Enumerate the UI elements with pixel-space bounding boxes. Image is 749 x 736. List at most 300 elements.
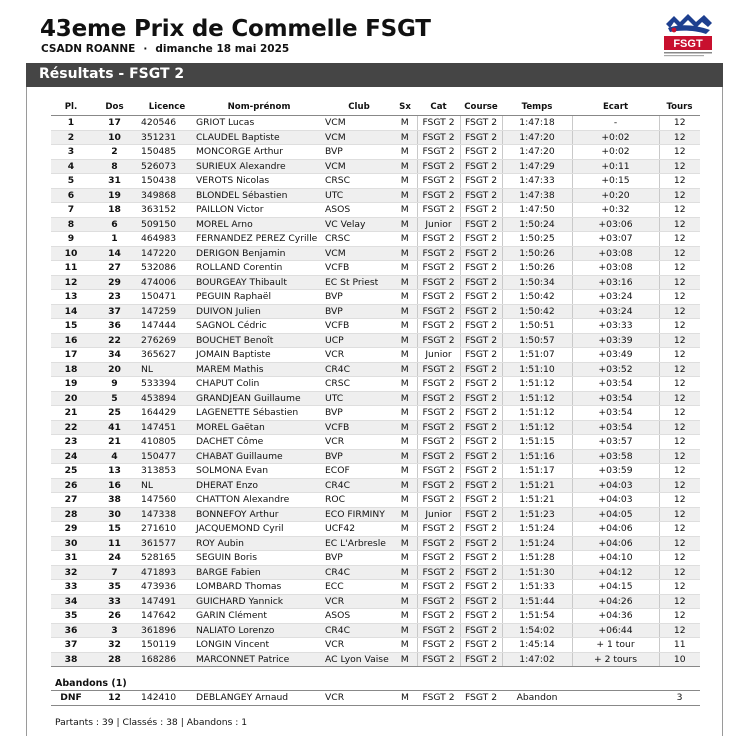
cell-laps: 12 <box>659 130 700 145</box>
cell-race: FSGT 2 <box>460 478 502 493</box>
cell-club: UCP <box>322 333 393 348</box>
table-row <box>51 609 700 624</box>
cell-license: 474006 <box>138 275 193 290</box>
cell-gap: +03:54 <box>572 377 659 392</box>
cell-time: 1:47:20 <box>502 145 572 160</box>
cell-sex: M <box>393 623 417 638</box>
table-row <box>51 551 700 566</box>
cell-sex: M <box>393 449 417 464</box>
cell-club: BVP <box>322 449 393 464</box>
cell-club: AC Lyon Vaise <box>322 652 393 667</box>
cell-place: 1 <box>51 116 91 131</box>
cell-club: UTC <box>322 188 393 203</box>
table-row <box>51 435 700 450</box>
cell-category: FSGT 2 <box>417 319 460 334</box>
cell-bib: 36 <box>91 319 138 334</box>
cell-gap: +04:03 <box>572 478 659 493</box>
cell-time: 1:47:18 <box>502 116 572 131</box>
cell-bib: 5 <box>91 391 138 406</box>
cell-time: 1:51:07 <box>502 348 572 363</box>
cell-gap: +0:11 <box>572 159 659 174</box>
cell-category: FSGT 2 <box>417 188 460 203</box>
cell-club: CR4C <box>322 478 393 493</box>
cell-sex: M <box>393 536 417 551</box>
cell-laps: 12 <box>659 522 700 537</box>
cell-sex: M <box>401 692 409 703</box>
cell-license: 147451 <box>138 420 193 435</box>
cell-name: DEBLANGEY Arnaud <box>196 692 289 703</box>
cell-time: 1:50:51 <box>502 319 572 334</box>
cell-bib: 24 <box>91 551 138 566</box>
cell-name: GUICHARD Yannick <box>193 594 322 609</box>
cell-club: VCFB <box>322 420 393 435</box>
cell-race: FSGT 2 <box>460 464 502 479</box>
cell-gap: +04:06 <box>572 536 659 551</box>
table-row <box>51 246 700 261</box>
cell-name: SURIEUX Alexandre <box>193 159 322 174</box>
cell-gap: +03:58 <box>572 449 659 464</box>
cell-name: PEGUIN Raphaël <box>193 290 322 305</box>
cell-gap: +03:24 <box>572 304 659 319</box>
cell-category: FSGT 2 <box>417 493 460 508</box>
fsgt-logo <box>660 10 716 60</box>
cell-place: 31 <box>51 551 91 566</box>
col-header: Nom-prénom <box>193 98 322 116</box>
cell-name: CHAPUT Colin <box>193 377 322 392</box>
cell-bib: 7 <box>91 565 138 580</box>
cell-name: MAREM Mathis <box>193 362 322 377</box>
cell-license: 271610 <box>138 522 193 537</box>
cell-club: BVP <box>322 551 393 566</box>
cell-license: 168286 <box>138 652 193 667</box>
cell-laps: 12 <box>659 435 700 450</box>
cell-club: VCFB <box>322 319 393 334</box>
cell-name: GRANDJEAN Guillaume <box>193 391 322 406</box>
cell-name: GRIOT Lucas <box>193 116 322 131</box>
table-row <box>51 159 700 174</box>
cell-gap: +0:32 <box>572 203 659 218</box>
cell-time: 1:51:12 <box>502 406 572 421</box>
cell-sex: M <box>393 594 417 609</box>
cell-club: CRSC <box>322 174 393 189</box>
cell-gap: +03:33 <box>572 319 659 334</box>
cell-bib: 4 <box>91 449 138 464</box>
cell-sex: M <box>393 652 417 667</box>
cell-bib: 34 <box>91 348 138 363</box>
cell-sex: M <box>393 261 417 276</box>
cell-sex: M <box>393 275 417 290</box>
cell-race: FSGT 2 <box>460 449 502 464</box>
cell-sex: M <box>393 348 417 363</box>
cell-place: 3 <box>51 145 91 160</box>
cell-club: VCM <box>322 246 393 261</box>
cell-name: VEROTS Nicolas <box>193 174 322 189</box>
cell-gap: +04:12 <box>572 565 659 580</box>
table-row <box>51 174 700 189</box>
cell-time: 1:51:15 <box>502 435 572 450</box>
table-row <box>51 449 700 464</box>
cell-club: ECC <box>322 580 393 595</box>
cell-time: 1:51:17 <box>502 464 572 479</box>
table-row <box>51 391 700 406</box>
col-header: Course <box>460 98 502 116</box>
cell-place: 16 <box>51 333 91 348</box>
cell-gap: +04:05 <box>572 507 659 522</box>
cell-name: BONNEFOY Arthur <box>193 507 322 522</box>
cell-sex: M <box>393 159 417 174</box>
cell-gap: +04:26 <box>572 594 659 609</box>
page-title: 43eme Prix de Commelle FSGT <box>40 16 431 42</box>
cell-bib: 8 <box>91 159 138 174</box>
table-row <box>51 420 700 435</box>
cell-laps: 12 <box>659 594 700 609</box>
summary-footer: Partants : 39 | Classés : 38 | Abandons : 1 <box>55 717 248 728</box>
cell-laps: 12 <box>659 565 700 580</box>
cell-place: 24 <box>51 449 91 464</box>
cell-category: FSGT 2 <box>417 275 460 290</box>
cell-club: ECOF <box>322 464 393 479</box>
cell-place: DNF <box>60 692 82 703</box>
cell-place: 17 <box>51 348 91 363</box>
cell-laps: 12 <box>659 580 700 595</box>
cell-club: VCR <box>322 348 393 363</box>
cell-sex: M <box>393 638 417 653</box>
cell-license: 349868 <box>138 188 193 203</box>
cell-time: 1:51:12 <box>502 377 572 392</box>
cell-club: BVP <box>322 406 393 421</box>
cell-gap: +03:07 <box>572 232 659 247</box>
cell-race: FSGT 2 <box>460 362 502 377</box>
cell-license: 147642 <box>138 609 193 624</box>
cell-time: 1:51:10 <box>502 362 572 377</box>
cell-place: 37 <box>51 638 91 653</box>
cell-gap: +03:52 <box>572 362 659 377</box>
cell-laps: 12 <box>659 507 700 522</box>
cell-club: BVP <box>322 145 393 160</box>
cell-club: VCR <box>322 435 393 450</box>
cell-name: ROLLAND Corentin <box>193 261 322 276</box>
cell-bib: 32 <box>91 638 138 653</box>
cell-race: FSGT 2 <box>460 217 502 232</box>
cell-sex: M <box>393 174 417 189</box>
cell-sex: M <box>393 246 417 261</box>
cell-category: FSGT 2 <box>417 609 460 624</box>
cell-place: 11 <box>51 261 91 276</box>
cell-time: 1:50:26 <box>502 261 572 276</box>
cell-name: DERIGON Benjamin <box>193 246 322 261</box>
cell-race: FSGT 2 <box>460 290 502 305</box>
cell-place: 33 <box>51 580 91 595</box>
cell-place: 9 <box>51 232 91 247</box>
cell-laps: 12 <box>659 275 700 290</box>
cell-race: FSGT 2 <box>460 580 502 595</box>
cell-place: 4 <box>51 159 91 174</box>
cell-laps: 12 <box>659 145 700 160</box>
table-row <box>51 493 700 508</box>
cell-place: 12 <box>51 275 91 290</box>
results-table <box>51 98 700 667</box>
table-row <box>51 319 700 334</box>
cell-bib: 18 <box>91 203 138 218</box>
col-header: Ecart <box>572 98 659 116</box>
cell-sex: M <box>393 217 417 232</box>
cell-sex: M <box>393 377 417 392</box>
cell-name: BOURGEAY Thibault <box>193 275 322 290</box>
cell-name: CLAUDEL Baptiste <box>193 130 322 145</box>
cell-category: FSGT 2 <box>417 377 460 392</box>
cell-bib: 33 <box>91 594 138 609</box>
cell-sex: M <box>393 565 417 580</box>
cell-license: 313853 <box>138 464 193 479</box>
cell-place: 28 <box>51 507 91 522</box>
cell-place: 38 <box>51 652 91 667</box>
cell-license: 147444 <box>138 319 193 334</box>
cell-bib: 26 <box>91 609 138 624</box>
cell-bib: 22 <box>91 333 138 348</box>
cell-club: BVP <box>322 290 393 305</box>
cell-license: 147338 <box>138 507 193 522</box>
col-header: Club <box>322 98 393 116</box>
cell-gap: +0:02 <box>572 145 659 160</box>
cell-time: 1:47:50 <box>502 203 572 218</box>
cell-name: LONGIN Vincent <box>193 638 322 653</box>
cell-name: MOREL Arno <box>193 217 322 232</box>
col-header: Sx <box>393 98 417 116</box>
cell-place: 8 <box>51 217 91 232</box>
cell-category: Junior <box>417 507 460 522</box>
cell-sex: M <box>393 319 417 334</box>
cell-gap: +04:06 <box>572 522 659 537</box>
cell-time: 1:47:29 <box>502 159 572 174</box>
cell-name: CHATTON Alexandre <box>193 493 322 508</box>
cell-license: 509150 <box>138 217 193 232</box>
organizer: CSADN ROANNE <box>41 43 136 55</box>
cell-time: 1:50:25 <box>502 232 572 247</box>
cell-club: CR4C <box>322 623 393 638</box>
cell-license: 420546 <box>138 116 193 131</box>
cell-race: FSGT 2 <box>460 333 502 348</box>
cell-category: FSGT 2 <box>417 464 460 479</box>
cell-sex: M <box>393 203 417 218</box>
cell-time: 1:50:57 <box>502 333 572 348</box>
cell-club: VCM <box>322 130 393 145</box>
cell-club: CR4C <box>322 565 393 580</box>
cell-category: FSGT 2 <box>422 692 455 703</box>
cell-club: VC Velay <box>322 217 393 232</box>
table-row <box>51 203 700 218</box>
abandons-title: Abandons (1) <box>55 678 127 689</box>
cell-bib: 21 <box>91 435 138 450</box>
cell-laps: 12 <box>659 319 700 334</box>
abandon-row <box>51 691 700 706</box>
cell-license: 147259 <box>138 304 193 319</box>
cell-bib: 30 <box>91 507 138 522</box>
cell-category: FSGT 2 <box>417 159 460 174</box>
cell-license: 363152 <box>138 203 193 218</box>
cell-category: FSGT 2 <box>417 232 460 247</box>
cell-laps: 12 <box>659 348 700 363</box>
cell-bib: 37 <box>91 304 138 319</box>
cell-bib: 1 <box>91 232 138 247</box>
table-row <box>51 290 700 305</box>
cell-laps: 12 <box>659 203 700 218</box>
cell-license: 473936 <box>138 580 193 595</box>
cell-sex: M <box>393 464 417 479</box>
cell-category: FSGT 2 <box>417 420 460 435</box>
event-date: dimanche 18 mai 2025 <box>155 43 290 55</box>
cell-category: FSGT 2 <box>417 638 460 653</box>
cell-place: 34 <box>51 594 91 609</box>
cell-license: 533394 <box>138 377 193 392</box>
cell-category: FSGT 2 <box>417 290 460 305</box>
cell-race: FSGT 2 <box>460 145 502 160</box>
cell-place: 26 <box>51 478 91 493</box>
section-header-bar <box>26 63 723 87</box>
cell-license: 526073 <box>138 159 193 174</box>
cell-laps: 12 <box>659 333 700 348</box>
cell-laps: 12 <box>659 478 700 493</box>
cell-name: JOMAIN Baptiste <box>193 348 322 363</box>
cell-category: FSGT 2 <box>417 406 460 421</box>
cell-gap <box>572 691 659 706</box>
cell-bib: 16 <box>91 478 138 493</box>
table-row <box>51 261 700 276</box>
cell-category: FSGT 2 <box>417 565 460 580</box>
cell-sex: M <box>393 290 417 305</box>
cell-name: GARIN Clément <box>193 609 322 624</box>
cell-license: 351231 <box>138 130 193 145</box>
cell-time: 1:51:12 <box>502 391 572 406</box>
subtitle-separator: · <box>143 43 148 55</box>
cell-time: 1:51:28 <box>502 551 572 566</box>
cell-name: MARCONNET Patrice <box>193 652 322 667</box>
cell-sex: M <box>393 304 417 319</box>
cell-laps: 12 <box>659 261 700 276</box>
cell-time: 1:51:44 <box>502 594 572 609</box>
cell-sex: M <box>393 145 417 160</box>
cell-laps: 12 <box>659 304 700 319</box>
cell-license: 471893 <box>138 565 193 580</box>
cell-club: ECO FIRMINY <box>322 507 393 522</box>
cell-license: 532086 <box>138 261 193 276</box>
cell-laps: 12 <box>659 464 700 479</box>
cell-gap: +0:15 <box>572 174 659 189</box>
cell-club: ASOS <box>322 203 393 218</box>
cell-license: 361577 <box>138 536 193 551</box>
cell-place: 2 <box>51 130 91 145</box>
cell-place: 36 <box>51 623 91 638</box>
cell-gap: +03:24 <box>572 290 659 305</box>
col-header: Licence <box>138 98 193 116</box>
cell-license: NL <box>138 478 193 493</box>
cell-gap: +0:02 <box>572 130 659 145</box>
cell-race: FSGT 2 <box>460 232 502 247</box>
cell-club: VCM <box>322 159 393 174</box>
cell-category: FSGT 2 <box>417 449 460 464</box>
cell-race: FSGT 2 <box>460 174 502 189</box>
cell-name: BOUCHET Benoît <box>193 333 322 348</box>
cell-laps: 12 <box>659 362 700 377</box>
cell-laps: 12 <box>659 290 700 305</box>
cell-bib: 2 <box>91 145 138 160</box>
cell-race: FSGT 2 <box>460 406 502 421</box>
cell-bib: 41 <box>91 420 138 435</box>
col-header: Cat <box>417 98 460 116</box>
cell-sex: M <box>393 580 417 595</box>
cell-club: CRSC <box>322 377 393 392</box>
cell-license: 164429 <box>138 406 193 421</box>
cell-club: CR4C <box>322 362 393 377</box>
cell-bib: 27 <box>91 261 138 276</box>
cell-category: FSGT 2 <box>417 435 460 450</box>
table-row <box>51 348 700 363</box>
table-row <box>51 507 700 522</box>
cell-time: 1:50:26 <box>502 246 572 261</box>
cell-laps: 12 <box>659 116 700 131</box>
cell-place: 20 <box>51 391 91 406</box>
cell-race: FSGT 2 <box>460 507 502 522</box>
cell-time: 1:47:20 <box>502 130 572 145</box>
cell-place: 29 <box>51 522 91 537</box>
cell-club: UTC <box>322 391 393 406</box>
cell-club: UCF42 <box>322 522 393 537</box>
table-row <box>51 536 700 551</box>
cell-laps: 12 <box>659 174 700 189</box>
cell-laps: 12 <box>659 232 700 247</box>
cell-place: 6 <box>51 188 91 203</box>
cell-bib: 38 <box>91 493 138 508</box>
abandons-table <box>51 690 700 706</box>
cell-category: FSGT 2 <box>417 203 460 218</box>
cell-category: FSGT 2 <box>417 304 460 319</box>
cell-sex: M <box>393 551 417 566</box>
cell-race: FSGT 2 <box>460 391 502 406</box>
cell-laps: 12 <box>659 493 700 508</box>
cell-sex: M <box>393 522 417 537</box>
cell-place: 35 <box>51 609 91 624</box>
cell-license: 147491 <box>138 594 193 609</box>
cell-category: FSGT 2 <box>417 478 460 493</box>
table-row <box>51 478 700 493</box>
cell-category: FSGT 2 <box>417 246 460 261</box>
cell-sex: M <box>393 188 417 203</box>
cell-sex: M <box>393 232 417 247</box>
cell-club: VCR <box>325 692 345 703</box>
cell-name: LAGENETTE Sébastien <box>193 406 322 421</box>
col-header: Tours <box>659 98 700 116</box>
cell-place: 27 <box>51 493 91 508</box>
cell-license: 150438 <box>138 174 193 189</box>
cell-race: FSGT 2 <box>460 565 502 580</box>
cell-name: DHERAT Enzo <box>193 478 322 493</box>
cell-license: 150477 <box>138 449 193 464</box>
cell-time: 1:54:02 <box>502 623 572 638</box>
cell-laps: 3 <box>676 692 683 703</box>
cell-gap: +03:49 <box>572 348 659 363</box>
cell-gap: +04:03 <box>572 493 659 508</box>
cell-laps: 12 <box>659 188 700 203</box>
table-row <box>51 464 700 479</box>
cell-race: FSGT 2 <box>460 304 502 319</box>
cell-name: SOLMONA Evan <box>193 464 322 479</box>
cell-race: FSGT 2 <box>464 692 498 703</box>
table-row <box>51 333 700 348</box>
table-row <box>51 130 700 145</box>
cell-time: 1:45:14 <box>502 638 572 653</box>
cell-gap: +03:54 <box>572 406 659 421</box>
cell-license: 464983 <box>138 232 193 247</box>
table-row <box>51 304 700 319</box>
